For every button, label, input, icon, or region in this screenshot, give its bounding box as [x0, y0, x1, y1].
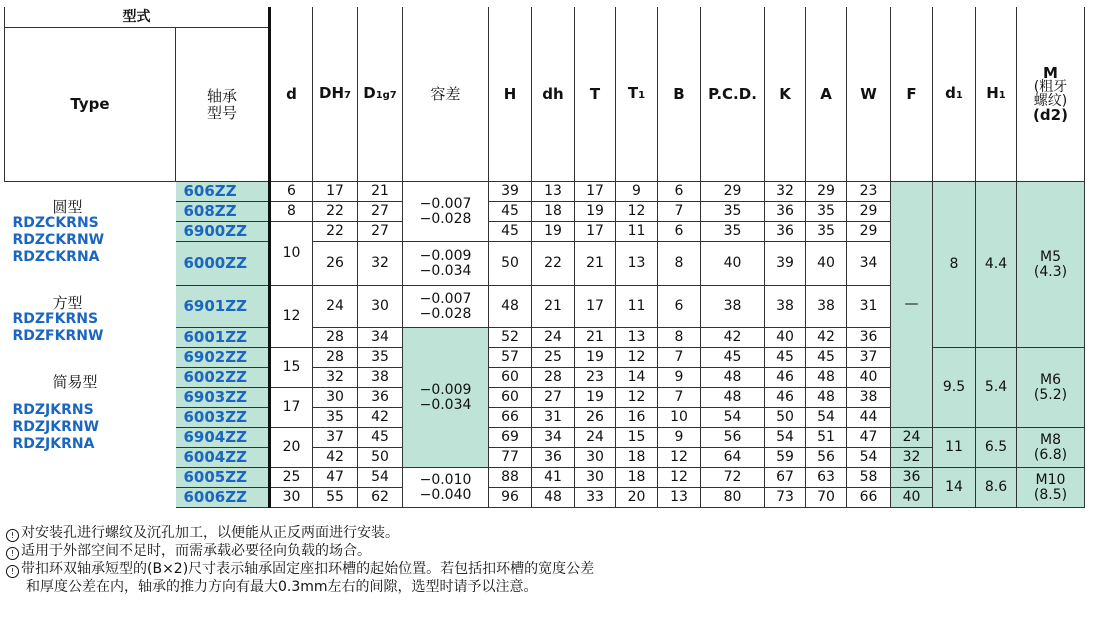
dim-b: 13 — [658, 488, 701, 508]
dh7-value: 42 — [313, 448, 358, 468]
dim-pcd: 38 — [701, 286, 765, 328]
table-row — [5, 182, 1085, 202]
d1-value: 8 — [933, 182, 976, 348]
dim-t1: 13 — [616, 328, 658, 348]
bearing-model: 6900ZZ — [176, 222, 270, 242]
dim-t: 26 — [575, 408, 616, 428]
dim-w: 31 — [847, 286, 891, 328]
dim-h: 57 — [489, 348, 532, 368]
tip-icon: ! — [6, 565, 19, 578]
bearing-model: 6003ZZ — [176, 408, 270, 428]
dim-t: 30 — [575, 448, 616, 468]
col-dh7: DH7 — [313, 7, 358, 182]
dim-k: 67 — [765, 468, 806, 488]
h1-value: 4.4 — [976, 182, 1017, 348]
dim-h: 50 — [489, 242, 532, 286]
dim-pcd: 40 — [701, 242, 765, 286]
dh7-value: 47 — [313, 468, 358, 488]
dim-t: 17 — [575, 222, 616, 242]
type-group-header: 型式 — [5, 7, 270, 28]
dim-t1: 20 — [616, 488, 658, 508]
note-3-cont: 和厚度公差在内，轴承的推力方向有最大0.3mm左右的间隙，选型时请予以注意。 — [26, 579, 538, 595]
dim-a: 54 — [806, 408, 847, 428]
dim-dh: 36 — [532, 448, 575, 468]
tolerance-cell: −0.009 −0.034 — [403, 328, 489, 468]
dim-k: 54 — [765, 428, 806, 448]
dim-b: 6 — [658, 286, 701, 328]
bearing-model: 6002ZZ — [176, 368, 270, 388]
dim-h: 45 — [489, 222, 532, 242]
dim-h: 45 — [489, 202, 532, 222]
dim-w: 38 — [847, 388, 891, 408]
dim-pcd: 56 — [701, 428, 765, 448]
dim-b: 8 — [658, 242, 701, 286]
dim-dh: 19 — [532, 222, 575, 242]
dim-k: 59 — [765, 448, 806, 468]
dim-h: 60 — [489, 368, 532, 388]
bore-d: 15 — [270, 348, 313, 388]
series-round-name: 圆型 — [52, 198, 83, 216]
bore-d: 17 — [270, 388, 313, 428]
dim-b: 7 — [658, 348, 701, 368]
dh7-value: 17 — [313, 182, 358, 202]
dim-t1: 12 — [616, 202, 658, 222]
col-tolerance: 容差 — [403, 7, 489, 182]
dh7-value: 30 — [313, 388, 358, 408]
dim-h: 39 — [489, 182, 532, 202]
dim-t1: 16 — [616, 408, 658, 428]
d1g7-value: 32 — [358, 242, 403, 286]
dim-a: 40 — [806, 242, 847, 286]
dim-t: 19 — [575, 388, 616, 408]
bearing-model-header: 轴承 型号 — [176, 28, 270, 182]
bearing-model: 6904ZZ — [176, 428, 270, 448]
dim-h: 96 — [489, 488, 532, 508]
d1g7-value: 27 — [358, 222, 403, 242]
dim-t1: 11 — [616, 286, 658, 328]
dim-t: 21 — [575, 242, 616, 286]
dim-pcd: 48 — [701, 368, 765, 388]
dim-w: 37 — [847, 348, 891, 368]
bearing-model: 6000ZZ — [176, 242, 270, 286]
dim-h: 60 — [489, 388, 532, 408]
dim-dh: 28 — [532, 368, 575, 388]
bearing-model: 6001ZZ — [176, 328, 270, 348]
dim-pcd: 45 — [701, 348, 765, 368]
d1g7-value: 35 — [358, 348, 403, 368]
dim-t1: 12 — [616, 388, 658, 408]
bearing-model: 608ZZ — [176, 202, 270, 222]
dim-a: 35 — [806, 202, 847, 222]
f-value: 24 — [891, 428, 933, 448]
dim-dh: 24 — [532, 328, 575, 348]
dim-t1: 15 — [616, 428, 658, 448]
dim-w: 66 — [847, 488, 891, 508]
d1g7-value: 34 — [358, 328, 403, 348]
type-series-cell — [5, 182, 176, 508]
dim-k: 36 — [765, 202, 806, 222]
tolerance-cell: −0.007 −0.028 — [403, 182, 489, 242]
dim-k: 40 — [765, 328, 806, 348]
f-value: 40 — [891, 488, 933, 508]
dim-t1: 18 — [616, 468, 658, 488]
dim-h: 52 — [489, 328, 532, 348]
dim-t: 33 — [575, 488, 616, 508]
bore-d: 30 — [270, 488, 313, 508]
series-simple-code: RDZJKRNA — [12, 436, 95, 452]
dh7-value: 28 — [313, 328, 358, 348]
dim-k: 45 — [765, 348, 806, 368]
dh7-value: 28 — [313, 348, 358, 368]
dh7-value: 55 — [313, 488, 358, 508]
col-d1: d1 — [933, 7, 976, 182]
series-square-name: 方型 — [52, 294, 83, 312]
dim-k: 36 — [765, 222, 806, 242]
dim-b: 6 — [658, 222, 701, 242]
dim-t: 17 — [575, 286, 616, 328]
h1-value: 6.5 — [976, 428, 1017, 468]
dim-t1: 11 — [616, 222, 658, 242]
d1-value: 11 — [933, 428, 976, 468]
bearing-model: 6005ZZ — [176, 468, 270, 488]
dim-t: 30 — [575, 468, 616, 488]
dim-pcd: 54 — [701, 408, 765, 428]
dim-t1: 18 — [616, 448, 658, 468]
bearing-model: 606ZZ — [176, 182, 270, 202]
dh7-value: 32 — [313, 368, 358, 388]
dim-t: 17 — [575, 182, 616, 202]
dim-t1: 12 — [616, 348, 658, 368]
d1g7-value: 54 — [358, 468, 403, 488]
bearing-model: 6901ZZ — [176, 286, 270, 328]
col-dh: dh — [532, 7, 575, 182]
dim-t1: 13 — [616, 242, 658, 286]
col-W: W — [847, 7, 891, 182]
dim-a: 63 — [806, 468, 847, 488]
dim-h: 77 — [489, 448, 532, 468]
d1g7-value: 42 — [358, 408, 403, 428]
bore-d: 12 — [270, 286, 313, 348]
col-F: F — [891, 7, 933, 182]
dim-pcd: 64 — [701, 448, 765, 468]
col-pcd: P.C.D. — [701, 7, 765, 182]
d1g7-value: 27 — [358, 202, 403, 222]
f-value: 32 — [891, 448, 933, 468]
dim-dh: 27 — [532, 388, 575, 408]
dim-w: 44 — [847, 408, 891, 428]
dim-t: 19 — [575, 348, 616, 368]
dim-w: 54 — [847, 448, 891, 468]
bearing-model: 6006ZZ — [176, 488, 270, 508]
dim-b: 9 — [658, 428, 701, 448]
dim-a: 51 — [806, 428, 847, 448]
dim-b: 6 — [658, 182, 701, 202]
series-round-code: RDZCKRNS — [12, 215, 99, 231]
dim-b: 7 — [658, 388, 701, 408]
dim-a: 35 — [806, 222, 847, 242]
bearing-model: 6902ZZ — [176, 348, 270, 368]
dim-w: 29 — [847, 222, 891, 242]
dim-h: 66 — [489, 408, 532, 428]
d1g7-value: 21 — [358, 182, 403, 202]
dim-pcd: 35 — [701, 222, 765, 242]
dim-h: 48 — [489, 286, 532, 328]
dim-b: 9 — [658, 368, 701, 388]
dim-pcd: 80 — [701, 488, 765, 508]
col-d: d — [270, 7, 313, 182]
dim-t: 23 — [575, 368, 616, 388]
bore-d: 6 — [270, 182, 313, 202]
dim-a: 48 — [806, 388, 847, 408]
dim-dh: 18 — [532, 202, 575, 222]
dim-a: 45 — [806, 348, 847, 368]
dim-b: 10 — [658, 408, 701, 428]
f-value: 36 — [891, 468, 933, 488]
dim-t1: 9 — [616, 182, 658, 202]
dim-dh: 34 — [532, 428, 575, 448]
dim-a: 42 — [806, 328, 847, 348]
bearing-model: 6903ZZ — [176, 388, 270, 408]
bore-d: 10 — [270, 222, 313, 286]
dim-b: 12 — [658, 468, 701, 488]
dim-h: 88 — [489, 468, 532, 488]
d1g7-value: 62 — [358, 488, 403, 508]
f-value: — — [891, 182, 933, 428]
dim-dh: 48 — [532, 488, 575, 508]
note-2: ! 适用于外部空间不足时，而需承载必要径向负载的场合。 — [6, 542, 594, 560]
d1-value: 9.5 — [933, 348, 976, 428]
dim-k: 38 — [765, 286, 806, 328]
series-simple-code: RDZJKRNW — [12, 419, 100, 435]
dh7-value: 22 — [313, 222, 358, 242]
m-thread-cell: M5 (4.3) — [1017, 182, 1085, 348]
dim-t: 21 — [575, 328, 616, 348]
dh7-value: 24 — [313, 286, 358, 328]
dim-pcd: 29 — [701, 182, 765, 202]
bore-d: 20 — [270, 428, 313, 468]
dim-t: 19 — [575, 202, 616, 222]
dim-dh: 21 — [532, 286, 575, 328]
col-H1: H1 — [976, 7, 1017, 182]
series-round-code: RDZCKRNW — [12, 232, 105, 248]
dim-b: 8 — [658, 328, 701, 348]
note-1: ! 对安装孔进行螺纹及沉孔加工，以便能从正反两面进行安装。 — [6, 524, 594, 542]
dim-k: 46 — [765, 388, 806, 408]
col-B: B — [658, 7, 701, 182]
dim-w: 29 — [847, 202, 891, 222]
dim-k: 50 — [765, 408, 806, 428]
series-round-code: RDZCKRNA — [12, 249, 100, 265]
dim-t: 24 — [575, 428, 616, 448]
series-square-code: RDZFKRNW — [12, 328, 104, 344]
bore-d: 8 — [270, 202, 313, 222]
col-K: K — [765, 7, 806, 182]
series-simple-name: 简易型 — [52, 373, 98, 391]
m-thread-cell: M6 (5.2) — [1017, 348, 1085, 428]
d1g7-value: 36 — [358, 388, 403, 408]
col-T: T — [575, 7, 616, 182]
dim-dh: 13 — [532, 182, 575, 202]
dim-k: 73 — [765, 488, 806, 508]
series-square-code: RDZFKRNS — [12, 311, 99, 327]
col-d1g7: D1g7 — [358, 7, 403, 182]
note-3: ! 带扣环双轴承短型的(B×2)尺寸表示轴承固定座扣环槽的起始位置。若包括扣环槽的宽度公差 — [6, 560, 594, 578]
dim-k: 39 — [765, 242, 806, 286]
dim-dh: 25 — [532, 348, 575, 368]
bearing-model: 6004ZZ — [176, 448, 270, 468]
dim-pcd: 35 — [701, 202, 765, 222]
d1g7-value: 30 — [358, 286, 403, 328]
d1g7-value: 45 — [358, 428, 403, 448]
h1-value: 5.4 — [976, 348, 1017, 428]
notes — [6, 524, 594, 596]
bore-d: 25 — [270, 468, 313, 488]
dim-pcd: 42 — [701, 328, 765, 348]
dim-w: 40 — [847, 368, 891, 388]
dim-b: 7 — [658, 202, 701, 222]
series-simple-code: RDZJKRNS — [12, 402, 94, 418]
type-header: Type — [5, 28, 176, 182]
tolerance-cell: −0.010 −0.040 — [403, 468, 489, 508]
m-thread-cell: M10 (8.5) — [1017, 468, 1085, 508]
col-A: A — [806, 7, 847, 182]
tip-icon: ! — [6, 529, 19, 542]
dim-w: 36 — [847, 328, 891, 348]
dh7-value: 26 — [313, 242, 358, 286]
dim-a: 29 — [806, 182, 847, 202]
dim-pcd: 72 — [701, 468, 765, 488]
dim-a: 48 — [806, 368, 847, 388]
dim-w: 34 — [847, 242, 891, 286]
spec-table — [4, 7, 1085, 508]
dim-w: 23 — [847, 182, 891, 202]
m-thread-cell: M8 (6.8) — [1017, 428, 1085, 468]
tip-icon: ! — [6, 547, 19, 560]
tolerance-cell: −0.009 −0.034 — [403, 242, 489, 286]
col-H: H — [489, 7, 532, 182]
d1g7-value: 50 — [358, 448, 403, 468]
dim-a: 56 — [806, 448, 847, 468]
tolerance-cell: −0.007 −0.028 — [403, 286, 489, 328]
dim-k: 46 — [765, 368, 806, 388]
d1-value: 14 — [933, 468, 976, 508]
dim-a: 38 — [806, 286, 847, 328]
dim-h: 69 — [489, 428, 532, 448]
d1g7-value: 38 — [358, 368, 403, 388]
dim-t1: 14 — [616, 368, 658, 388]
dim-k: 32 — [765, 182, 806, 202]
col-M: M (粗牙 螺纹) (d2) — [1017, 7, 1085, 182]
dh7-value: 22 — [313, 202, 358, 222]
dh7-value: 35 — [313, 408, 358, 428]
dim-pcd: 48 — [701, 388, 765, 408]
dim-a: 70 — [806, 488, 847, 508]
dim-w: 47 — [847, 428, 891, 448]
col-T1: T1 — [616, 7, 658, 182]
dim-dh: 31 — [532, 408, 575, 428]
dim-dh: 41 — [532, 468, 575, 488]
dh7-value: 37 — [313, 428, 358, 448]
dim-b: 12 — [658, 448, 701, 468]
dim-w: 58 — [847, 468, 891, 488]
dim-dh: 22 — [532, 242, 575, 286]
h1-value: 8.6 — [976, 468, 1017, 508]
